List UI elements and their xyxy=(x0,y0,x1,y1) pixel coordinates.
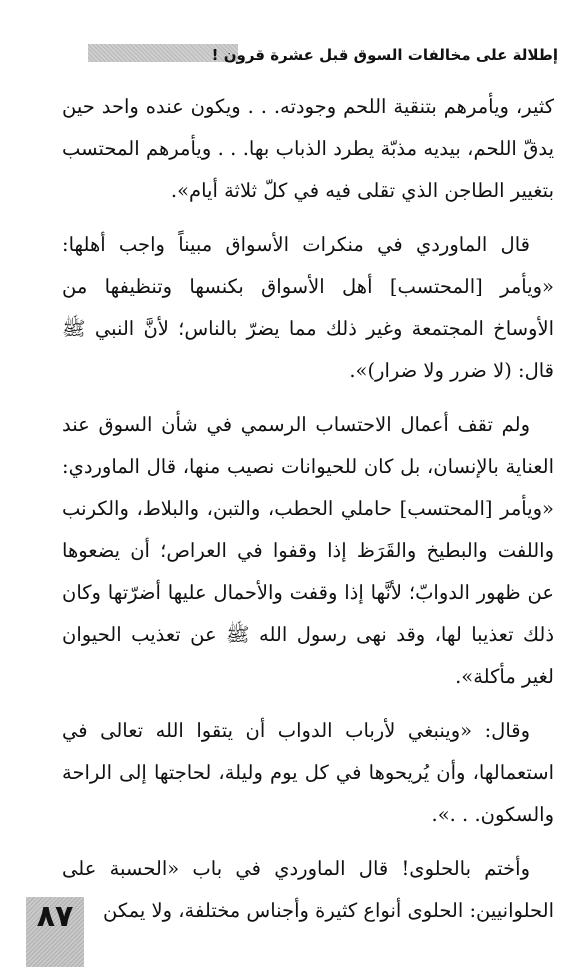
paragraph-4: وقال: «وينبغي لأرباب الدواب أن يتقوا الله تعالى في استعمالها، وأن يُريحوها في كل يوم وليلة، لحاجتها إلى الراحة والسكون. . .». xyxy=(62,719,554,826)
page-number-box xyxy=(26,897,84,967)
running-header xyxy=(88,38,558,72)
paragraph-1: كثير، ويأمرهم بتنقية اللحم وجودته. . . ويكون عنده واحد حين يدقّ اللحم، بيديه مذبّة يطرد الذباب بها. . . ويأمرهم المحتسب بتغيير الطاجن الذي تقلى فيه في كلّ ثلاثة أيام». xyxy=(62,95,554,202)
paragraph-5: وأختم بالحلوى! قال الماوردي في باب «الحسبة على الحلوانيين: الحلوى أنواع كثيرة وأجناس مختلفة، ولا يمكن xyxy=(62,857,554,922)
header-title: إطلالة على مخالفات السوق قبل عشرة قرون ! xyxy=(211,46,558,64)
page-body xyxy=(62,86,554,944)
paragraph-2: قال الماوردي في منكرات الأسواق مبيناً واجب أهلها: «ويأمر [المحتسب] أهل الأسواق بكنسها وتنظيفها من الأوساخ المجتمعة وغير ذلك مما يضرّ بالناس؛ لأنَّ النبي ﷺ قال: (لا ضرر ولا ضرار)». xyxy=(62,233,554,382)
page-number: ٨٧ xyxy=(36,899,74,934)
paragraph-3: ولم تقف أعمال الاحتساب الرسمي في شأن السوق عند العناية بالإنسان، بل كان للحيوانات نصيب منها، قال الماوردي: «ويأمر [المحتسب] حاملي الحطب، والتبن، والبلاط، والكرنب واللفت والبطيخ والقَرَظ إذا وقفوا في العراص؛ أن يضعوها عن ظهور الدوابّ؛ لأنَّها إذا وقفت والأحمال عليها أضرّتها وكان ذلك تعذيبا لها، وقد نهى رسول الله ﷺ عن تعذيب الحيوان لغير مأكلة». xyxy=(62,413,554,688)
